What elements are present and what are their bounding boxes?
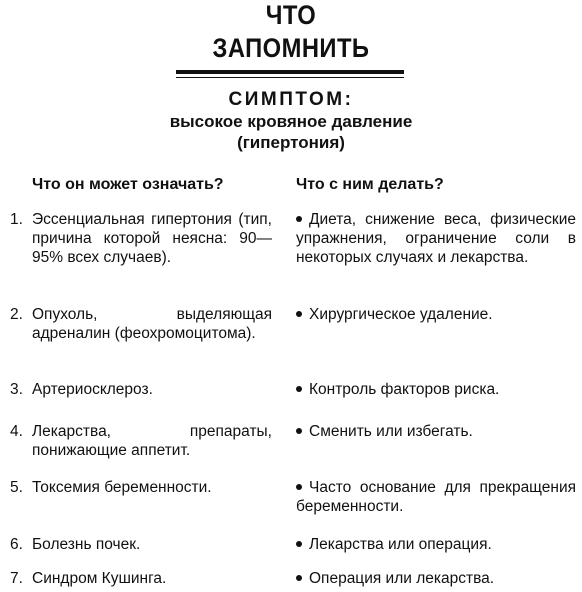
bullet-icon (296, 484, 302, 490)
action-cell (296, 478, 576, 516)
cause-cell (10, 305, 272, 343)
action-cell (296, 422, 576, 441)
cause-text: Опухоль, выделяющая адреналин (феохромоцитома). (32, 306, 272, 342)
bullet-icon (296, 575, 302, 581)
cause-text: Токсемия беременности. (32, 479, 212, 496)
row-number: 1. (10, 211, 23, 228)
cause-cell (10, 569, 272, 588)
action-text: Диета, снижение веса, физические упражнения, ограничение соли в некоторых случаях и лекарства. (296, 211, 576, 266)
cause-cell (10, 478, 272, 497)
column-header-causes: Что он может означать? (32, 176, 224, 193)
symptom-name-alt: (гипертония) (237, 133, 345, 152)
action-text: Хирургическое удаление. (309, 306, 493, 323)
action-cell (296, 380, 576, 399)
row-number: 7. (10, 570, 23, 587)
row-number: 2. (10, 306, 23, 323)
cause-cell (10, 422, 272, 460)
cause-text: Болезнь почек. (32, 536, 141, 553)
symptom-name: высокое кровяное давление (169, 112, 413, 131)
cause-text: Артериосклероз. (32, 381, 153, 398)
row-number: 3. (10, 381, 23, 398)
bullet-icon (296, 311, 302, 317)
bullet-icon (296, 428, 302, 434)
bullet-icon (296, 386, 302, 392)
action-cell (296, 535, 576, 554)
title-rule-thin (176, 77, 404, 78)
action-cell (296, 569, 576, 588)
action-text: Часто основание для прекращения беременности. (296, 479, 576, 515)
cause-text: Эссенциальная гипертония (тип, причина которой неясна: 90—95% всех случаев). (32, 211, 272, 266)
cause-cell (10, 380, 272, 399)
bullet-icon (296, 216, 302, 222)
row-number: 6. (10, 536, 23, 553)
title-rule-thick (176, 70, 404, 74)
cause-cell (10, 210, 272, 267)
title-line-1: ЧТО (265, 0, 317, 30)
action-text: Лекарства или операция. (309, 536, 492, 553)
action-cell (296, 210, 576, 267)
action-text: Контроль факторов риска. (309, 381, 500, 398)
action-cell (296, 305, 576, 324)
cause-text: Лекарства, препараты, понижающие аппетит. (32, 423, 272, 459)
title-line-2: ЗАПОМНИТЬ (212, 33, 370, 63)
column-header-actions: Что с ним делать? (296, 176, 444, 193)
action-text: Операция или лекарства. (309, 570, 495, 587)
action-text: Сменить или избегать. (309, 423, 473, 440)
symptom-label: СИМПТОМ: (228, 89, 354, 110)
row-number: 4. (10, 423, 23, 440)
cause-text: Синдром Кушинга. (32, 570, 167, 587)
row-number: 5. (10, 479, 23, 496)
cause-cell (10, 535, 272, 554)
bullet-icon (296, 541, 302, 547)
